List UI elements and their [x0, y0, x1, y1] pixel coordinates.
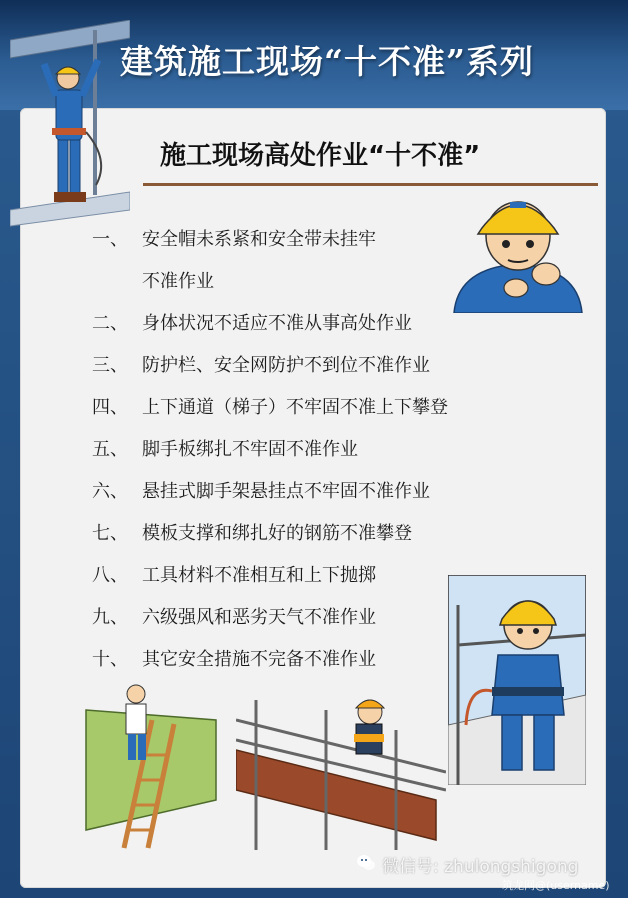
rule-number: 四、	[92, 397, 128, 418]
rule-text: 安全帽未系紧和安全带未挂牢	[142, 229, 376, 250]
rule-text: 上下通道（梯子）不牢固不准上下攀登	[142, 397, 448, 418]
rule-text: 工具材料不准相互和上下抛掷	[142, 565, 376, 586]
rule-text: 身体状况不适应不准从事高处作业	[142, 313, 412, 334]
title-rule	[143, 183, 598, 186]
rule-number: 六、	[92, 481, 128, 502]
watermark-wechat-id: 微信号: zhulongshigong	[382, 857, 579, 877]
worker-on-ladder-illustration	[66, 680, 226, 850]
rule-text: 脚手板绑扎不牢固不准作业	[142, 439, 358, 460]
rule-number: 十、	[92, 649, 128, 670]
rule-number: 八、	[92, 565, 128, 586]
rule-number: 七、	[92, 523, 128, 544]
rule-number: 一、	[92, 229, 128, 250]
rule-item	[92, 312, 512, 336]
rule-text: 其它安全措施不完备不准作业	[142, 649, 376, 670]
rule-text: 防护栏、安全网防护不到位不准作业	[142, 355, 430, 376]
rule-text: 悬挂式脚手架悬挂点不牢固不准作业	[142, 481, 430, 502]
rule-item	[92, 396, 512, 420]
rule-number: 九、	[92, 607, 128, 628]
worker-with-harness-illustration	[448, 575, 586, 785]
wechat-icon	[356, 853, 376, 873]
rule-item	[92, 438, 512, 462]
rule-item	[92, 354, 512, 378]
rule-item	[92, 228, 512, 294]
rule-item	[92, 480, 512, 504]
rule-number: 五、	[92, 439, 128, 460]
rule-text: 六级强风和恶劣天气不准作业	[142, 607, 376, 628]
worker-on-beam-illustration	[10, 20, 130, 230]
rule-item	[92, 522, 512, 546]
rule-number: 二、	[92, 313, 128, 334]
worker-on-scaffold-illustration	[236, 690, 446, 850]
watermark-source: 筑龙网@(username)	[502, 879, 610, 892]
rule-text-continuation: 不准作业	[142, 271, 214, 292]
panel-title: 施工现场高处作业“十不准”	[160, 141, 481, 171]
rule-number: 三、	[92, 355, 128, 376]
rule-text: 模板支撑和绑扎好的钢筋不准攀登	[142, 523, 412, 544]
header-title: 建筑施工现场“十不准”系列	[120, 42, 534, 81]
